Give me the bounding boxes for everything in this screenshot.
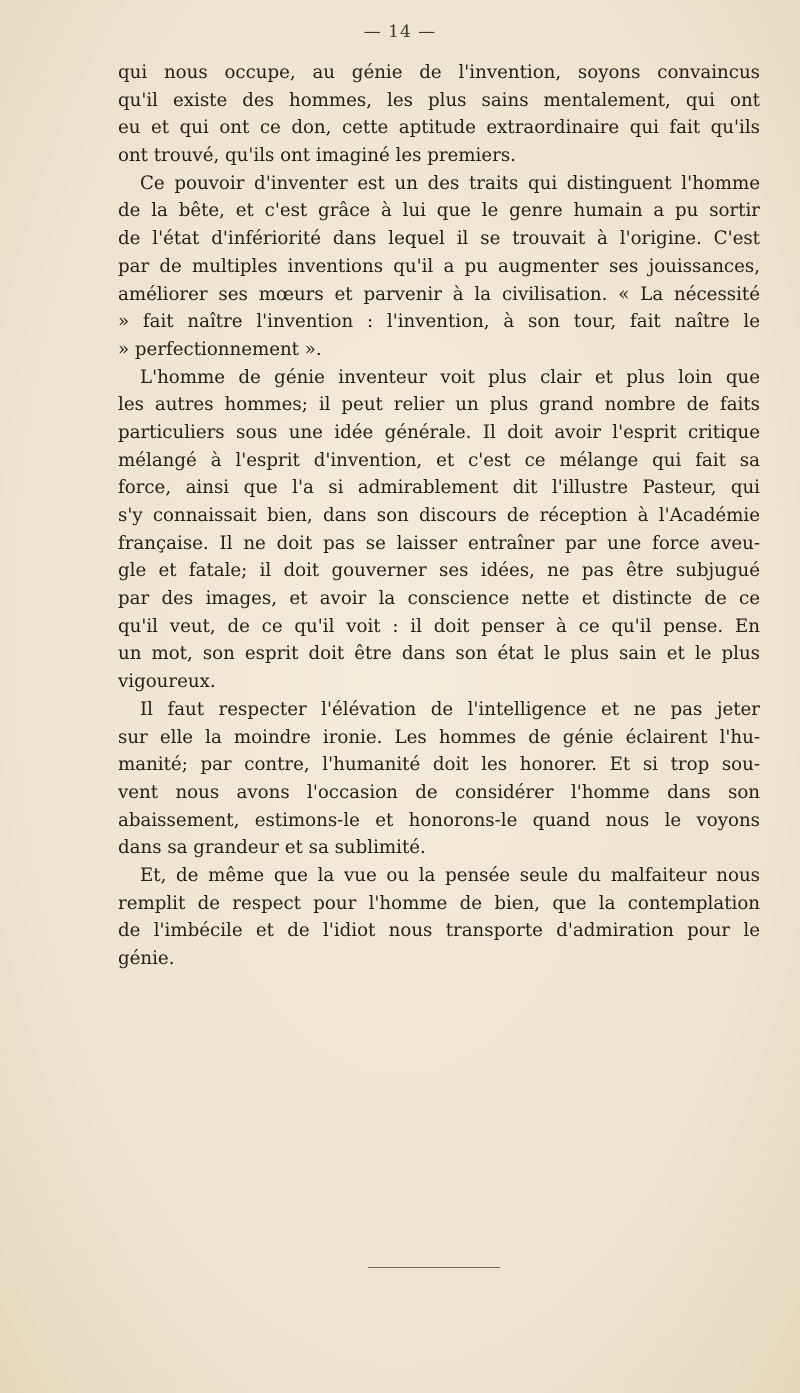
end-rule bbox=[368, 1267, 500, 1268]
text-line: sur elle la moindre ironie. Les hommes de génie éclairent l'hu- bbox=[118, 726, 760, 748]
paragraph-homme-de-genie bbox=[118, 364, 760, 696]
page-number: — 14 — bbox=[363, 22, 437, 42]
text-line: » fait naître l'invention : l'invention, à son tour, fait naître le bbox=[118, 311, 760, 333]
text-line: Ce pouvoir d'inventer est un des traits qui distinguent l'homme bbox=[140, 172, 760, 194]
text-line: ont trouvé, qu'ils ont imaginé les premiers. bbox=[118, 145, 516, 167]
text-line: gle et fatale; il doit gouverner ses idées, ne pas être subjugué bbox=[118, 560, 760, 582]
text-line: de l'imbécile et de l'idiot nous transporte d'admiration pour le bbox=[118, 920, 760, 942]
paragraph-pouvoir-d-inventer bbox=[118, 170, 760, 364]
text-line: améliorer ses mœurs et parvenir à la civilisation. « La nécessité bbox=[118, 283, 760, 305]
text-line: force, ainsi que l'a si admirablement dit l'illustre Pasteur, qui bbox=[118, 477, 760, 499]
text-line: française. Il ne doit pas se laisser entraîner par une force aveu- bbox=[118, 532, 760, 554]
paragraph-continuation bbox=[118, 59, 760, 170]
text-line: un mot, son esprit doit être dans son état le plus sain et le plus bbox=[118, 643, 760, 665]
text-line: qu'il existe des hommes, les plus sains mentalement, qui ont bbox=[118, 89, 760, 111]
text-line: vigoureux. bbox=[118, 671, 216, 693]
text-line: eu et qui ont ce don, cette aptitude extraordinaire qui fait qu'ils bbox=[118, 117, 760, 139]
text-line: s'y connaissait bien, dans son discours de réception à l'Académie bbox=[118, 505, 760, 526]
text-line: manité; par contre, l'humanité doit les honorer. Et si trop sou- bbox=[118, 754, 760, 776]
text-line: les autres hommes; il peut relier un plus grand nombre de faits bbox=[118, 394, 760, 416]
text-line: qu'il veut, de ce qu'il voit : il doit penser à ce qu'il pense. En bbox=[118, 615, 760, 637]
text-line: » perfectionnement ». bbox=[118, 338, 322, 360]
text-line: abaissement, estimons-le et honorons-le quand nous le voyons bbox=[118, 809, 760, 831]
text-line: Et, de même que la vue ou la pensée seule du malfaiteur nous bbox=[140, 864, 760, 886]
text-line: vent nous avons l'occasion de considérer l'homme dans son bbox=[118, 781, 760, 803]
text-line: par de multiples inventions qu'il a pu augmenter ses jouissances, bbox=[118, 255, 760, 277]
text-line: dans sa grandeur et sa sublimité. bbox=[118, 837, 426, 859]
text-line: mélangé à l'esprit d'invention, et c'est ce mélange qui fait sa bbox=[118, 449, 760, 471]
paragraph-respecter-l-elevation bbox=[118, 696, 760, 862]
text-line: par des images, et avoir la conscience nette et distincte de ce bbox=[118, 588, 760, 610]
text-line: remplit de respect pour l'homme de bien, que la contemplation bbox=[118, 892, 760, 914]
text-line: L'homme de génie inventeur voit plus clair et plus loin que bbox=[140, 366, 760, 388]
paragraph-de-meme bbox=[118, 862, 760, 973]
text-line: Il faut respecter l'élévation de l'intelligence et ne pas jeter bbox=[140, 698, 760, 720]
text-line: de l'état d'infériorité dans lequel il se trouvait à l'origine. C'est bbox=[118, 228, 760, 250]
text-line: génie. bbox=[118, 948, 175, 969]
body-text bbox=[118, 59, 760, 973]
text-line: de la bête, et c'est grâce à lui que le genre humain a pu sortir bbox=[118, 200, 760, 222]
text-line: particuliers sous une idée générale. Il doit avoir l'esprit critique bbox=[118, 421, 760, 443]
text-line: qui nous occupe, au génie de l'invention, soyons convaincus bbox=[118, 62, 760, 83]
